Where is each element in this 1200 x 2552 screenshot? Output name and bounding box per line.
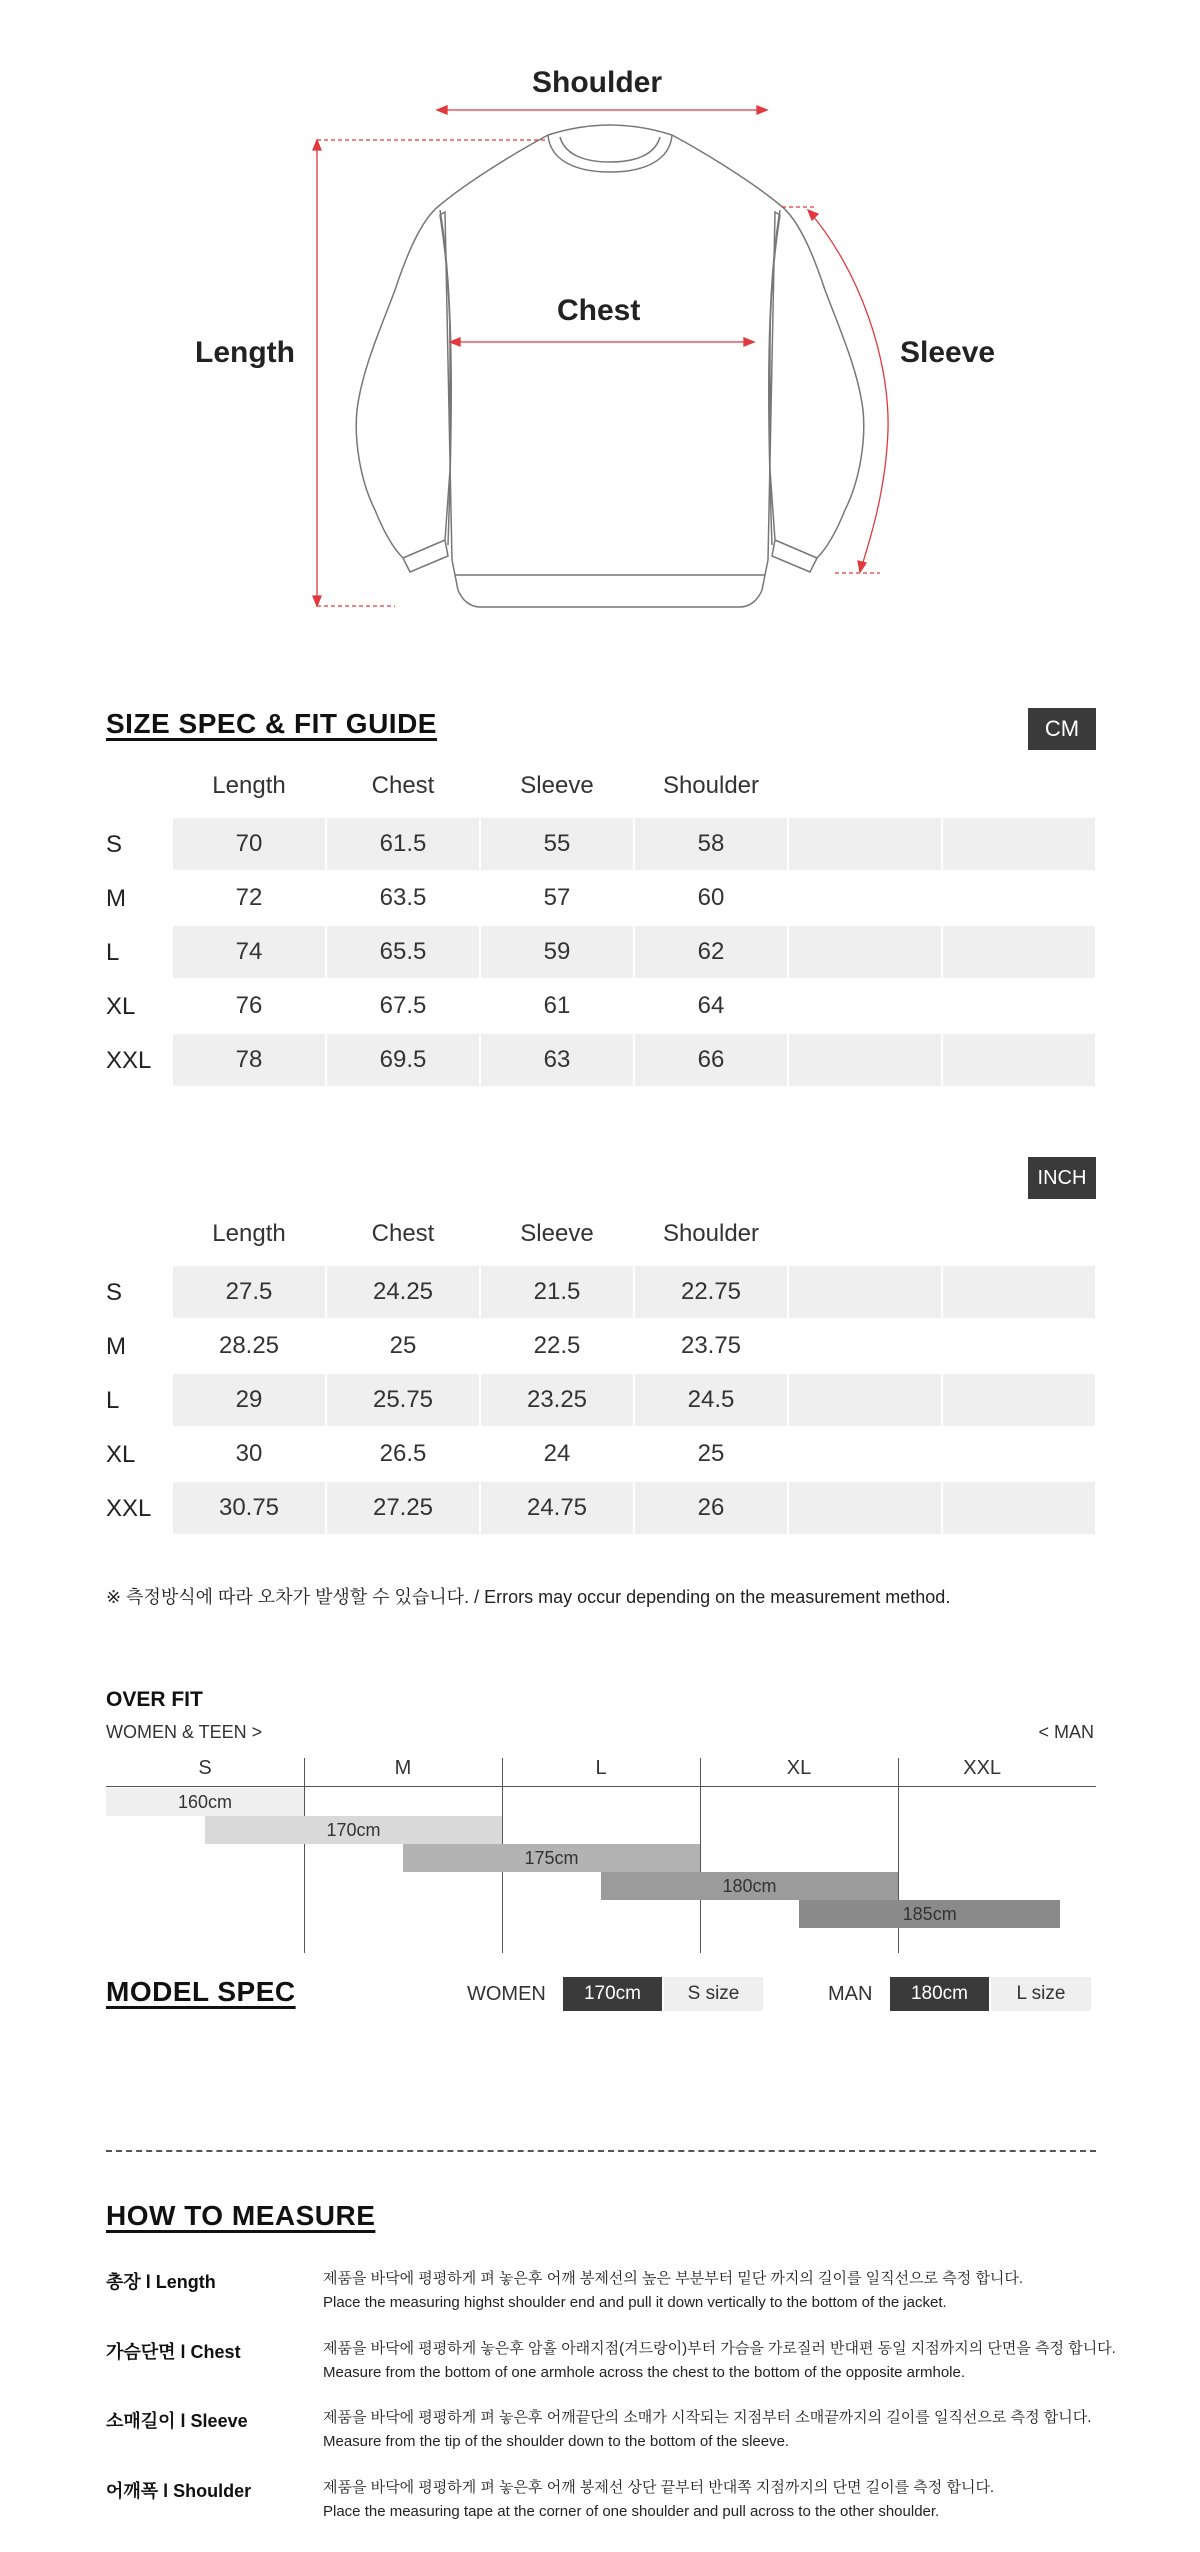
measure-description-en: Measure from the tip of the shoulder down to the bottom of the sleeve. (323, 2433, 790, 2450)
measure-description (323, 2476, 994, 2524)
fit-height-bar: 170cm (205, 1816, 502, 1844)
inch-table-cell: 22.75 (635, 1266, 787, 1318)
inch-table-cell: 23.75 (680, 1332, 742, 1359)
cm-size-label: S (106, 831, 123, 858)
cm-table-cell: 62 (635, 926, 787, 978)
cm-size-label: XXL (106, 1047, 152, 1074)
inch-table-cell (943, 1482, 1095, 1534)
inch-table-cell: 28.25 (218, 1332, 280, 1359)
over-fit-title: OVER FIT (106, 1688, 203, 1711)
fit-size-m: M (394, 1757, 412, 1779)
measure-description-en: Place the measuring tape at the corner of one shoulder and pull across to the other shoulder. (323, 2503, 940, 2520)
model-man-label: MAN (828, 1983, 873, 2005)
measure-term: 어깨폭 l Shoulder (106, 2481, 252, 2501)
cm-table-cell (943, 818, 1095, 870)
inch-table-cell: 24.75 (481, 1482, 633, 1534)
inch-table-cell (943, 1428, 1095, 1480)
cm-table-cell (943, 1034, 1095, 1086)
measure-term: 가슴단면 l Chest (106, 2342, 241, 2362)
cm-header-length: Length (212, 772, 286, 799)
cm-size-label: XL (106, 993, 136, 1020)
inch-table-cell: 26 (635, 1482, 787, 1534)
inch-table-cell: 22.5 (533, 1332, 581, 1359)
fit-height-bar: 185cm (799, 1900, 1060, 1928)
model-women-height: 170cm (563, 1977, 662, 2011)
measure-term: 소매길이 l Sleeve (106, 2411, 248, 2431)
model-man-size: L size (991, 1977, 1091, 2011)
how-to-measure-title: HOW TO MEASURE (106, 2200, 376, 2231)
cm-table-cell: 61.5 (327, 818, 479, 870)
inch-size-label: XL (106, 1441, 136, 1468)
inch-table-cell: 21.5 (481, 1266, 633, 1318)
man-label: < MAN (1038, 1722, 1094, 1742)
inch-header-chest: Chest (371, 1220, 435, 1247)
cm-table-cell (943, 926, 1095, 978)
cm-table-cell: 60 (697, 884, 725, 911)
cm-table-cell: 67.5 (379, 992, 427, 1019)
measure-description-ko: 제품을 바닥에 평평하게 펴 놓은후 어깨끝단의 소매가 시작되는 지점부터 소매끝까지의 길이를 일직선으로 측정 합니다. (323, 2409, 1092, 2426)
inch-table-cell (789, 1374, 941, 1426)
measure-description-en: Place the measuring highst shoulder end and pull it down vertically to the bottom of the jacket. (323, 2294, 947, 2311)
measure-description-ko: 제품을 바닥에 평평하게 펴 놓은후 어깨 봉제선 상단 끝부터 반대쪽 지점까지의 단면 길이를 측정 합니다. (323, 2479, 995, 2496)
cm-table-cell (789, 818, 941, 870)
fit-size-xxl: XXL (963, 1757, 1002, 1779)
cm-table-cell (943, 980, 1095, 1032)
cm-table-cell (789, 926, 941, 978)
inch-table-cell: 24.25 (327, 1266, 479, 1318)
shoulder-label: Shoulder (532, 66, 663, 99)
measure-description-ko: 제품을 바닥에 평평하게 펴 놓은후 어깨 봉제선의 높은 부분부터 밑단 까지의 길이를 일직선으로 측정 합니다. (323, 2270, 1024, 2287)
sleeve-label: Sleeve (900, 336, 996, 369)
inch-header-length: Length (212, 1220, 286, 1247)
cm-table-cell: 65.5 (327, 926, 479, 978)
inch-table-cell: 27.25 (327, 1482, 479, 1534)
cm-table-cell: 78 (173, 1034, 325, 1086)
inch-table-cell: 24.5 (635, 1374, 787, 1426)
fit-size-l: L (595, 1757, 607, 1779)
chest-label: Chest (557, 294, 641, 327)
inch-size-label: XXL (106, 1495, 152, 1522)
inch-header-shoulder: Shoulder (662, 1220, 760, 1247)
cm-size-label: M (106, 885, 126, 912)
cm-table-cell: 66 (635, 1034, 787, 1086)
cm-table-cell: 57 (543, 884, 571, 911)
cm-table-cell: 63 (481, 1034, 633, 1086)
fit-column-divider (304, 1758, 305, 1953)
cm-table-cell: 63.5 (379, 884, 427, 911)
cm-table-cell: 64 (697, 992, 725, 1019)
cm-table-cell (789, 980, 941, 1032)
length-label: Length (195, 336, 295, 369)
inch-table-cell: 25 (389, 1332, 417, 1359)
inch-size-label: L (106, 1387, 120, 1414)
cm-header-shoulder: Shoulder (662, 772, 760, 799)
cm-table-cell: 70 (173, 818, 325, 870)
inch-table-cell (943, 1266, 1095, 1318)
fit-axis-line (106, 1786, 1096, 1787)
inch-unit-badge: INCH (1028, 1157, 1096, 1199)
inch-size-label: M (106, 1333, 126, 1360)
cm-table-cell: 72 (235, 884, 263, 911)
inch-table-cell: 23.25 (481, 1374, 633, 1426)
measure-description (323, 2406, 1091, 2454)
cm-size-label: L (106, 939, 120, 966)
inch-table-cell (943, 1320, 1095, 1372)
fit-height-bar: 175cm (403, 1844, 700, 1872)
fit-height-bar: 180cm (601, 1872, 898, 1900)
cm-header-chest: Chest (371, 772, 435, 799)
inch-table-cell: 27.5 (173, 1266, 325, 1318)
inch-table-cell: 26.5 (379, 1440, 427, 1467)
inch-table-cell: 30.75 (173, 1482, 325, 1534)
cm-unit-badge: CM (1028, 708, 1096, 750)
sweatshirt-diagram (0, 0, 1200, 650)
inch-header-sleeve: Sleeve (520, 1220, 594, 1247)
cm-table-cell (943, 872, 1095, 924)
inch-table-cell: 25 (697, 1440, 725, 1467)
measure-description-ko: 제품을 바닥에 평평하게 놓은후 암홀 아래지점(겨드랑이)부터 가슴을 가로질러 반대편 동일 지점까지의 단면을 측정 합니다. (323, 2340, 1116, 2357)
cm-table-cell: 61 (543, 992, 571, 1019)
cm-table-cell (789, 872, 941, 924)
measure-description (323, 2267, 1023, 2315)
cm-table-cell: 58 (635, 818, 787, 870)
inch-size-label: S (106, 1279, 123, 1306)
cm-table-cell: 59 (481, 926, 633, 978)
inch-table-cell: 25.75 (327, 1374, 479, 1426)
inch-table-cell: 24 (543, 1440, 571, 1467)
measure-term: 총장 l Length (106, 2272, 216, 2292)
fit-column-divider (700, 1758, 701, 1953)
model-women-size: S size (664, 1977, 763, 2011)
model-spec-title: MODEL SPEC (106, 1976, 296, 2007)
measurement-note: ※ 측정방식에 따라 오차가 발생할 수 있습니다. / Errors may occur depending on the measurement method. (106, 1587, 951, 1607)
inch-table-cell (789, 1428, 941, 1480)
cm-table-cell (789, 1034, 941, 1086)
fit-size-xl: XL (786, 1757, 812, 1779)
inch-table-cell: 29 (173, 1374, 325, 1426)
cm-table-cell: 76 (235, 992, 263, 1019)
inch-table-cell (789, 1482, 941, 1534)
fit-height-bar: 160cm (106, 1788, 304, 1816)
cm-table-cell: 55 (481, 818, 633, 870)
cm-table-cell: 74 (173, 926, 325, 978)
inch-table-cell (943, 1374, 1095, 1426)
cm-header-sleeve: Sleeve (520, 772, 594, 799)
measure-description (323, 2337, 1116, 2385)
cm-table-cell: 69.5 (327, 1034, 479, 1086)
size-spec-title: SIZE SPEC & FIT GUIDE (106, 708, 437, 739)
inch-table-cell (789, 1266, 941, 1318)
measure-description-en: Measure from the bottom of one armhole across the chest to the bottom of the opposite armhole. (323, 2364, 966, 2381)
dashed-divider (106, 2150, 1096, 2152)
inch-table-cell: 30 (235, 1440, 263, 1467)
model-man-height: 180cm (890, 1977, 989, 2011)
fit-size-s: S (198, 1757, 212, 1779)
model-women-label: WOMEN (467, 1983, 546, 2005)
women-teen-label: WOMEN & TEEN > (106, 1722, 263, 1742)
inch-table-cell (789, 1320, 941, 1372)
